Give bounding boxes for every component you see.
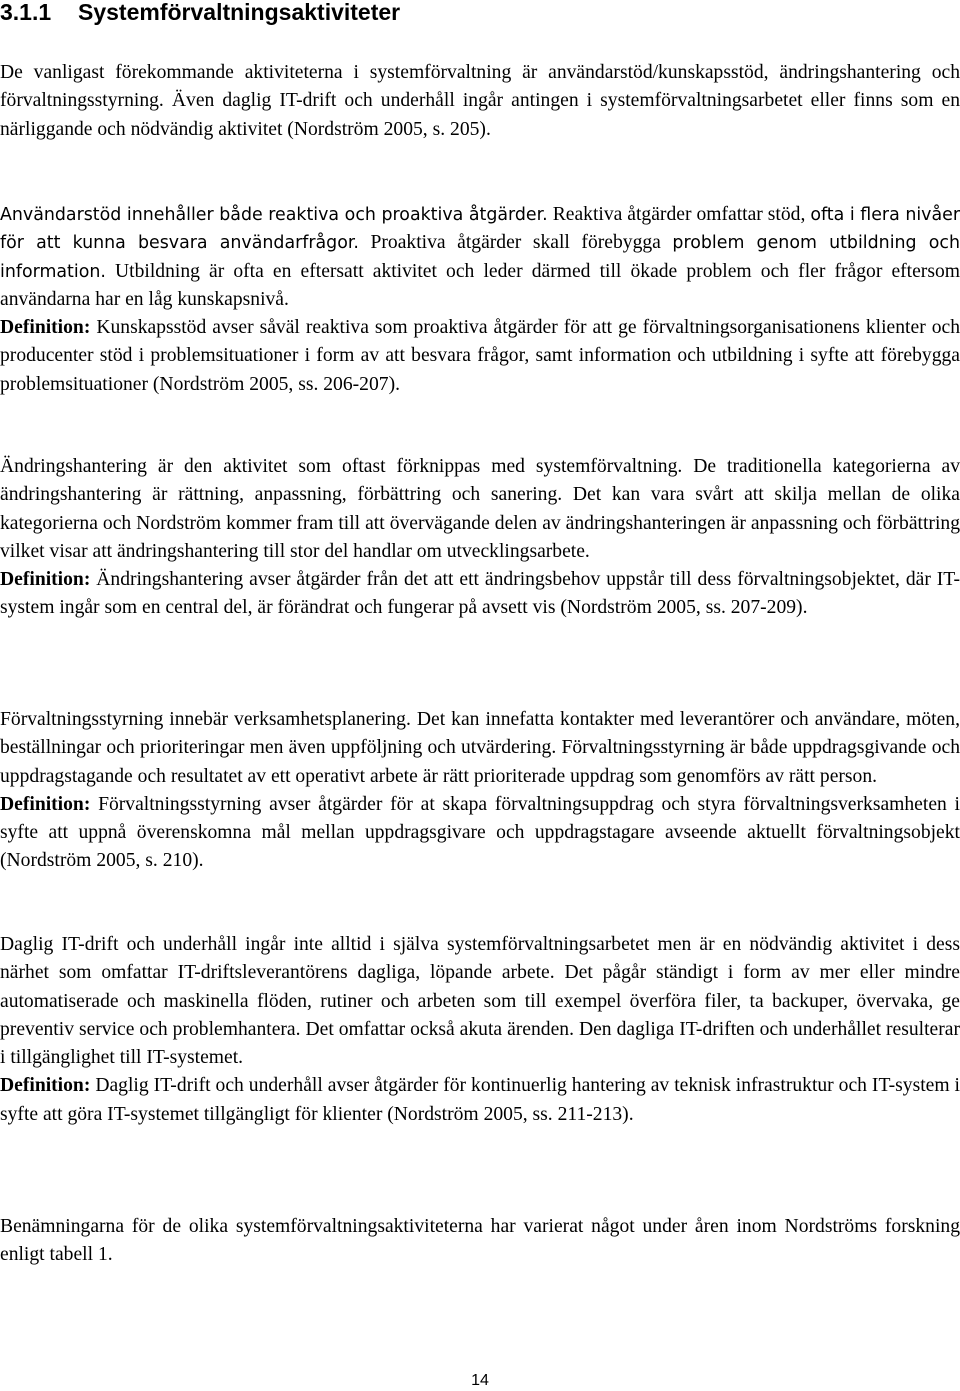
paragraph-segment: Ändringshantering är den aktivitet som oftast förknippas med systemförvaltning. De traditionella kategorierna av ändringshantering är rättning, anpassning, förbättring och sanering. Det kan vara svårt att skilja mellan de olika kategorierna och Nordström kommer fram till att övervägande delen av ändringshanteringen är anpassning och förbättring vilket visar att ändringshantering till stor del handlar om utvecklingsarbete. xyxy=(0,456,960,562)
definition-text: Kunskapsstöd avser såväl reaktiva som proaktiva åtgärder för att ge förvaltningsorganisationens klienter och producenter stöd i problemsituationer i form av att besvara frågor, samt information och utbildning i syfte att förebygga problemsituationer (Nordström 2005, ss. 206-207). xyxy=(0,317,960,395)
definition-text: Förvaltningsstyrning avser åtgärder för at skapa förvaltningsuppdrag och styra förvaltningsverksamheten i syfte att uppnå överenskomna mål mellan uppdragsgivare och uppdragstagare avseende aktuellt förvaltningsobjekt (Nordström 2005, s. 210). xyxy=(0,793,960,872)
paragraph-segment: Daglig IT-drift och underhåll ingår inte alltid i själva systemförvaltningsarbetet men är en nödvändig aktivitet i dess närhet som omfattar IT-driftsleverantörens dagliga, löpande arbete. Det pågår ständigt i form av mer eller mindre automatiserade och maskinella flöden, rutiner och arbeten som till exempel överföra filer, ta backuper, övervaka, ge preventiv service och problemhantera. Det omfattar också akuta ärenden. Den dagliga IT-driften och underhållet resulterar i tillgänglighet till IT-systemet. xyxy=(0,934,960,1069)
paragraph-segment: Förvaltningsstyrning innebär verksamhetsplanering. Det kan innefatta kontakter med leverantörer och användare, möten, beställningar och prioriteringar men även uppföljning och utvärdering. Förvaltningsstyrning är både uppdragsgivande och uppdragstagande och resultatet av ett operativt arbete är rätt prioriterade uppdrag som genomförs av rätt person. xyxy=(0,709,960,787)
paragraph-anvandarstod xyxy=(0,201,960,399)
section-heading xyxy=(0,0,400,26)
definition-label: Definition: xyxy=(0,569,91,591)
paragraph-intro: De vanligast förekommande aktiviteterna i systemförvaltning är användarstöd/kunskapsstöd, ändringshantering och förvaltningsstyrning. Även daglig IT-drift och underhåll ingår antingen i systemförvaltningsarbetet eller finns som en närliggande och nödvändig aktivitet (Nordström 2005, s. 205). xyxy=(0,62,960,140)
page-number: 14 xyxy=(471,1372,489,1389)
paragraph-segment: Användarstöd innehåller både reaktiva och proaktiva åtgärder. xyxy=(0,205,548,225)
paragraph-andringshantering xyxy=(0,453,960,623)
definition-label: Definition: xyxy=(0,317,91,339)
definition-label: Definition: xyxy=(0,793,91,815)
paragraph-forvaltningsstyrning xyxy=(0,706,960,876)
section-title: Systemförvaltningsaktiviteter xyxy=(78,0,401,25)
paragraph-segment: ofta i flera nivåer för att kunna besvara användarfrågor. xyxy=(0,205,960,254)
paragraph-segment: Utbildning är ofta en eftersatt aktivitet och leder därmed till ökade problem och fler frågor eftersom användarna har en låg kunskapsnivå. xyxy=(0,260,960,310)
paragraph-segment: Proaktiva åtgärder skall förebygga xyxy=(358,232,673,254)
paragraph-benamningar: Benämningarna för de olika systemförvaltningsaktiviteterna har varierat något under åren inom Nordströms forskning enligt tabell 1. xyxy=(0,1216,960,1266)
paragraph-segment: problem genom utbildning och information. xyxy=(0,233,960,282)
paragraph-it-drift xyxy=(0,931,960,1129)
definition-text: Daglig IT-drift och underhåll avser åtgärder för kontinuerlig hantering av teknisk infrastruktur och IT-system i syfte att göra IT-systemet tillgängligt för klienter (Nordström 2005, ss. 211-213). xyxy=(0,1075,960,1125)
section-number: 3.1.1 xyxy=(0,0,52,25)
definition-text: Ändringshantering avser åtgärder från det att ett ändringsbehov uppstår till dess förvaltningsobjektet, där IT-system ingår som en central del, är förändrat och fungerar på avsett vis (Nordström 2005, ss. 207-209). xyxy=(0,569,960,619)
definition-label: Definition: xyxy=(0,1075,91,1097)
paragraph-segment: Reaktiva åtgärder omfattar stöd, xyxy=(547,204,811,225)
